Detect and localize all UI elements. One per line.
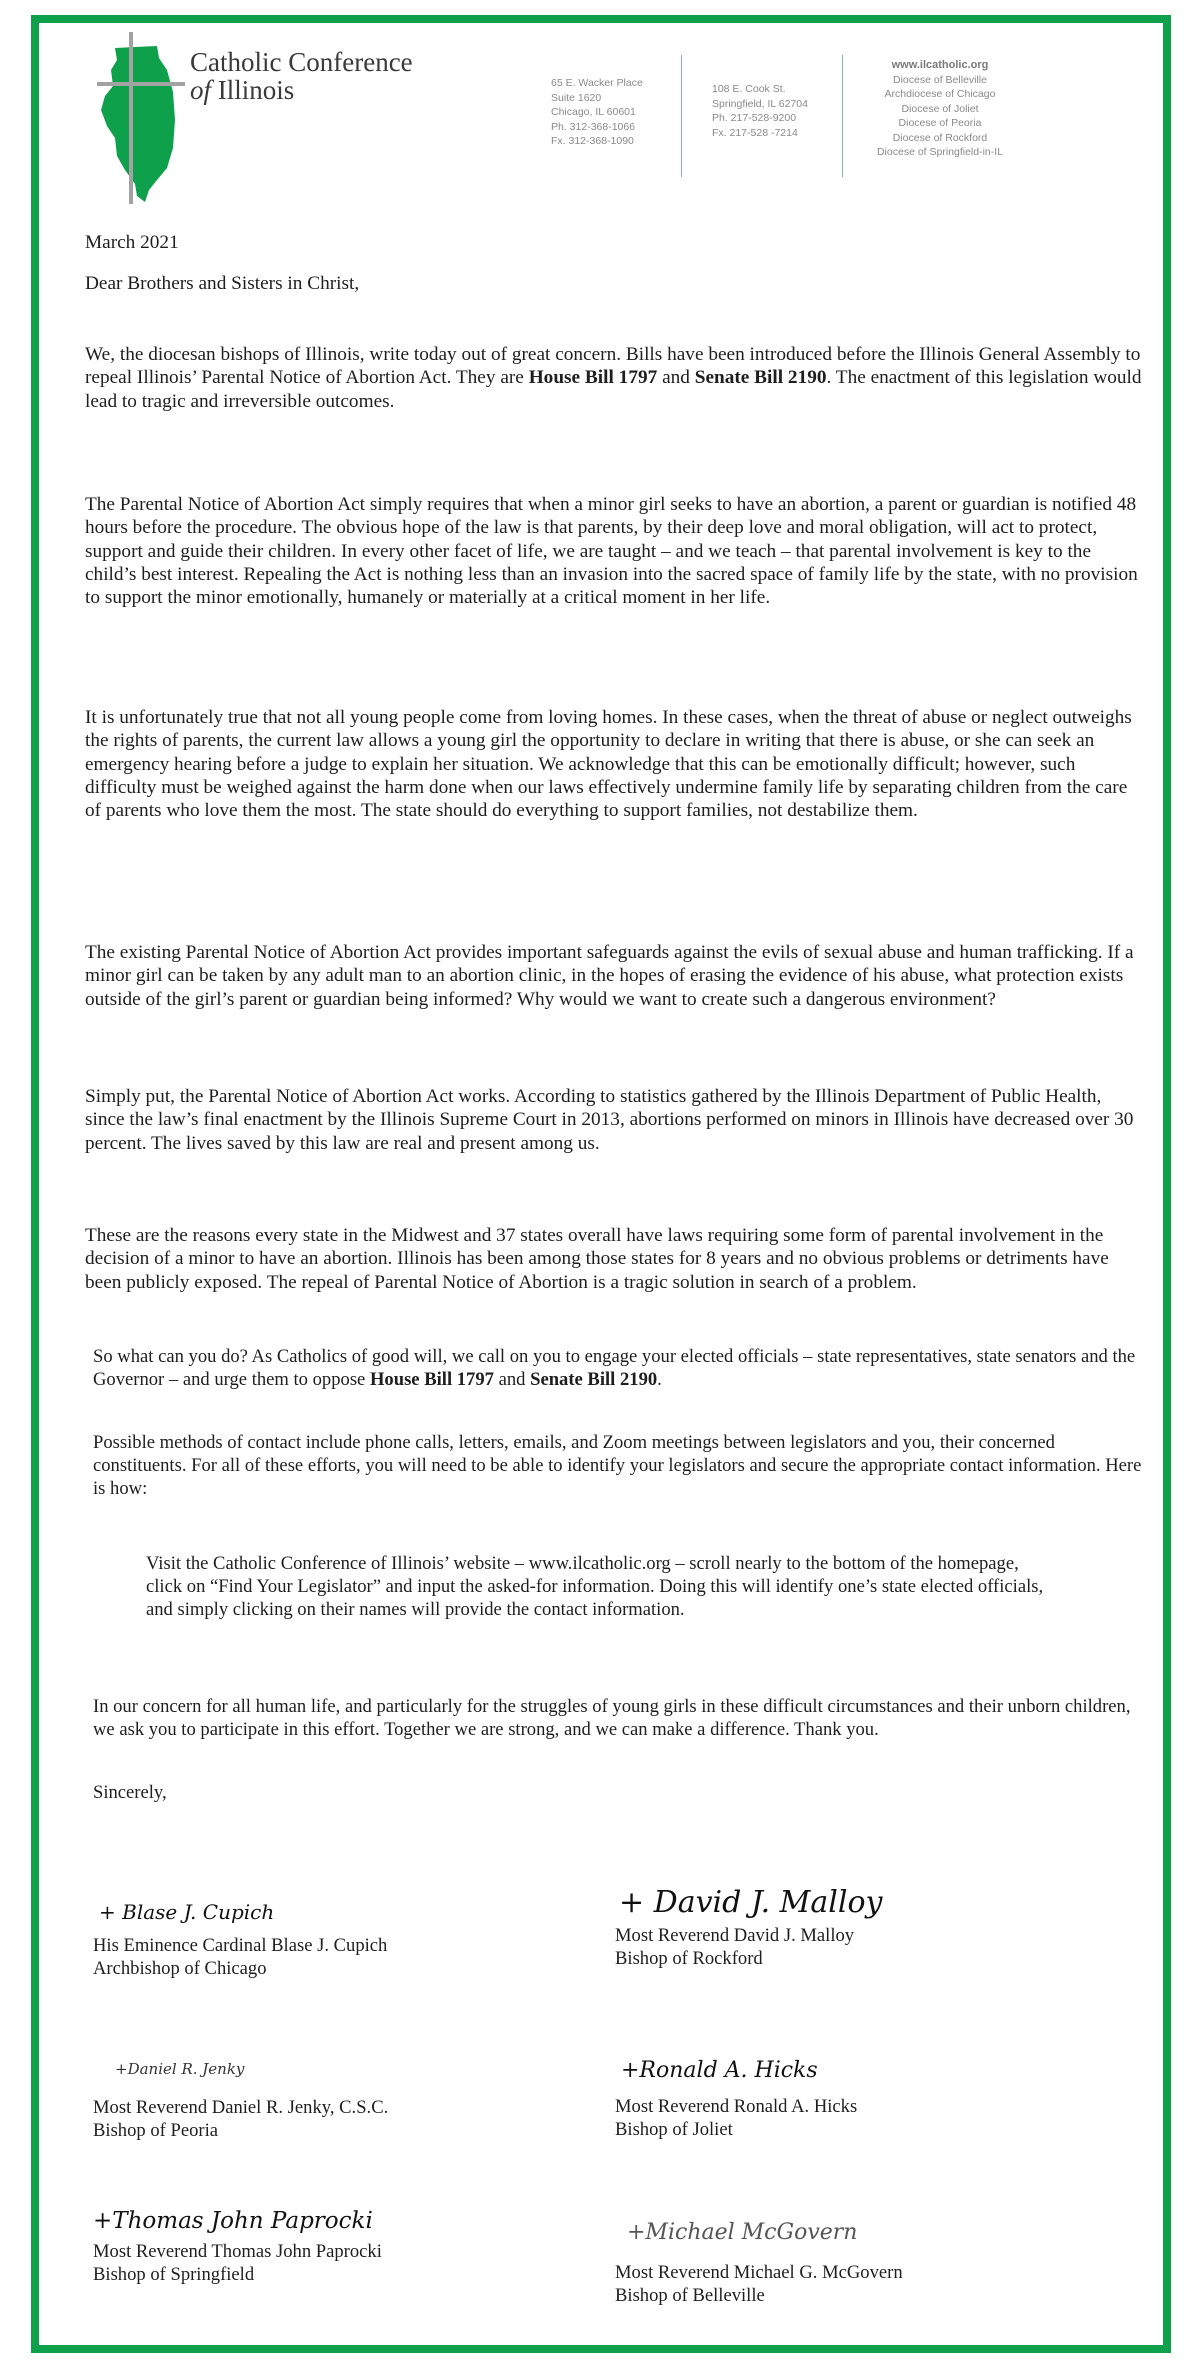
organization-name (190, 48, 413, 104)
address-divider (681, 55, 682, 177)
cross-horizontal (97, 82, 185, 86)
handwritten-signature: +Daniel R. Jenky (115, 2060, 245, 2078)
illinois-state-shape (101, 46, 175, 202)
fax-number: Fx. 217-528 -7214 (712, 126, 798, 139)
fax-number: Fx. 312-368-1090 (551, 135, 634, 147)
diocese-item: Diocese of Peoria (898, 117, 982, 129)
handwritten-signature: +Thomas John Paprocki (93, 2208, 373, 2234)
diocese-item: Diocese of Joliet (901, 102, 979, 115)
text-span: We, the diocesan bishops of Illinois, write today out of great concern. Bills have been introduced before the Illinois General Assembly to repeal Illinois’ Parental Notice of Abortion Act. They are (85, 344, 1141, 389)
paragraph-statistics (85, 1085, 1145, 1155)
phone-number: Ph. 217-528-9200 (712, 112, 797, 124)
house-bill-reference: House Bill 1797 (528, 367, 658, 389)
org-name-illinois: Illinois (217, 75, 295, 105)
address-line: Suite 1620 (551, 91, 602, 104)
chicago-office-address (551, 76, 643, 149)
signatory-title: Bishop of Rockford (615, 1948, 763, 1969)
house-bill-reference: House Bill 1797 (369, 1369, 494, 1390)
handwritten-signature: + David J. Malloy (619, 1885, 883, 1920)
paragraph-text: In our concern for all human life, and particularly for the struggles of young girls in these difficult circumstances and their unborn children, we ask you to participate in this effort. Together we are strong, and we can make a difference. Thank you. (93, 1696, 1131, 1740)
senate-bill-reference: Senate Bill 2190 (530, 1369, 658, 1390)
signature-block (615, 2058, 857, 2141)
signature-block (93, 1900, 387, 1980)
cross-vertical (129, 32, 133, 204)
paragraph-safeguards (85, 941, 1145, 1011)
paragraph-text: The existing Parental Notice of Abortion Act provides important safeguards against the evils of sexual abuse and human trafficking. If a minor girl can be taken by any adult man to an abortion clinic, in the hopes of erasing the evidence of his abuse, what protection exists outside of the girl’s parent or guardian being informed? Why would we want to create such a dangerous environment? (85, 942, 1134, 1010)
signatory-title: Bishop of Springfield (93, 2264, 255, 2285)
letter-date: March 2021 (85, 232, 179, 253)
address-line: Chicago, IL 60601 (551, 106, 636, 118)
diocese-item: Diocese of Rockford (892, 131, 988, 144)
org-name-line2 (190, 76, 413, 104)
phone-number: Ph. 312-368-1066 (551, 120, 636, 133)
diocese-item: Diocese of Springfield-in-IL (876, 146, 1004, 158)
signatory-title: Bishop of Belleville (615, 2285, 765, 2306)
text-span: and (657, 367, 695, 389)
address-line: 65 E. Wacker Place (551, 77, 643, 89)
diocese-item: Diocese of Belleville (893, 73, 987, 86)
org-name-of: of (190, 75, 212, 105)
signatory-title: Bishop of Joliet (615, 2119, 733, 2140)
address-divider (842, 55, 843, 177)
signatory-name: Most Reverend Ronald A. Hicks (615, 2096, 858, 2117)
paragraph-text: Simply put, the Parental Notice of Abortion Act works. According to statistics gathered by the Illinois Department of Public Health, since the law’s final enactment by the Illinois Supreme Court in 2013, abortions performed on minors in Illinois have decreased over 30 percent. The lives saved by this law are real and present among us. (85, 1086, 1134, 1154)
springfield-office-address (712, 82, 808, 140)
paragraph-text: Possible methods of contact include phone calls, letters, emails, and Zoom meetings between legislators and you, their concerned constituents. For all of these efforts, you will need to be able to identify your legislators and secure the appropriate contact information. Here is how: (93, 1432, 1142, 1499)
salutation: Dear Brothers and Sisters in Christ, (85, 273, 360, 294)
text-span: and (493, 1369, 531, 1390)
paragraph-text: It is unfortunately true that not all young people come from loving homes. In these cases, when the threat of abuse or neglect outweighs the rights of parents, the current law allows a young girl the opportunity to declare in writing that there is abuse, or she can seek an emergency hearing before a judge to explain her situation. We acknowledge that this can be emotionally difficult; however, such difficulty must be weighed against the harm done when our laws effectively undermine family life by separating children from the care of parents who love them the most. The state should do everything to support families, not destabilize them. (85, 707, 1132, 822)
signatory-title: Bishop of Peoria (93, 2120, 218, 2141)
address-line: Springfield, IL 62704 (712, 97, 808, 110)
signatory-name: Most Reverend Daniel R. Jenky, C.S.C. (93, 2097, 389, 2118)
handwritten-signature: + Blase J. Cupich (99, 1900, 275, 1924)
signature-block (615, 2220, 903, 2307)
paragraph-call-to-action (93, 1345, 1153, 1391)
closing: Sincerely, (93, 1782, 167, 1803)
handwritten-signature: +Ronald A. Hicks (621, 2058, 818, 2083)
text-span: . (657, 1369, 662, 1390)
paragraph-abuse-cases (85, 706, 1145, 822)
signatory-name: Most Reverend Michael G. McGovern (615, 2262, 903, 2283)
signature-block (615, 1885, 882, 1970)
dioceses-list (850, 58, 1030, 160)
org-name-line1: Catholic Conference (190, 47, 413, 77)
paragraph-text: Visit the Catholic Conference of Illinois’ website – www.ilcatholic.org – scroll nearly to the bottom of the homepage, click on “Find Your Legislator” and input the asked-for information. Doing this will identify one’s state elected officials, and simply clicking on their names will provide the contact information. (146, 1553, 1044, 1620)
signatory-name: Most Reverend David J. Malloy (615, 1925, 855, 1946)
signature-block (93, 2208, 382, 2286)
signatory-title: Archbishop of Chicago (93, 1958, 267, 1979)
paragraph-instructions (146, 1552, 1046, 1621)
paragraph-text: These are the reasons every state in the Midwest and 37 states overall have laws requiring some form of parental involvement in the decision of a minor to have an abortion. Illinois has been among those states for 8 years and no obvious problems or detriments have been publicly exposed. The repeal of Parental Notice of Abortion is a tragic solution in search of a problem. (85, 1225, 1109, 1293)
senate-bill-reference: Senate Bill 2190 (694, 367, 827, 389)
paragraph-contact-methods (93, 1431, 1153, 1500)
paragraph-other-states (85, 1224, 1145, 1294)
text-span: . The enactment of this legislation would lead to tragic and irreversible outcomes. (85, 367, 1142, 412)
paragraph-conclusion (93, 1695, 1153, 1741)
paragraph-text: The Parental Notice of Abortion Act simply requires that when a minor girl seeks to have an abortion, a parent or guardian is notified 48 hours before the procedure. The obvious hope of the law is that parents, by their deep love and moral obligation, will act to protect, support and guide their children. In every other facet of life, we are taught – and we teach – that parental involvement is key to the child’s best interest. Repealing the Act is nothing less than an invasion into the sacred space of family life by the state, with no provision to support the minor emotionally, humanely or materially at a critical moment in her life. (85, 494, 1138, 609)
signature-block (93, 2060, 388, 2142)
website-link[interactable]: www.ilcatholic.org (891, 59, 989, 71)
handwritten-signature: +Michael McGovern (627, 2220, 858, 2245)
paragraph-intro (85, 343, 1145, 413)
diocese-item: Archdiocese of Chicago (884, 88, 996, 100)
signatory-name: His Eminence Cardinal Blase J. Cupich (93, 1935, 388, 1956)
illinois-map-with-cross-icon (95, 30, 195, 205)
signatory-name: Most Reverend Thomas John Paprocki (93, 2241, 382, 2262)
paragraph-act-purpose (85, 493, 1145, 609)
text-span: So what can you do? As Catholics of good will, we call on you to engage your elected officials – state representatives, state senators and the Governor – and urge them to oppose (93, 1346, 1136, 1390)
address-line: 108 E. Cook St. (712, 83, 786, 95)
